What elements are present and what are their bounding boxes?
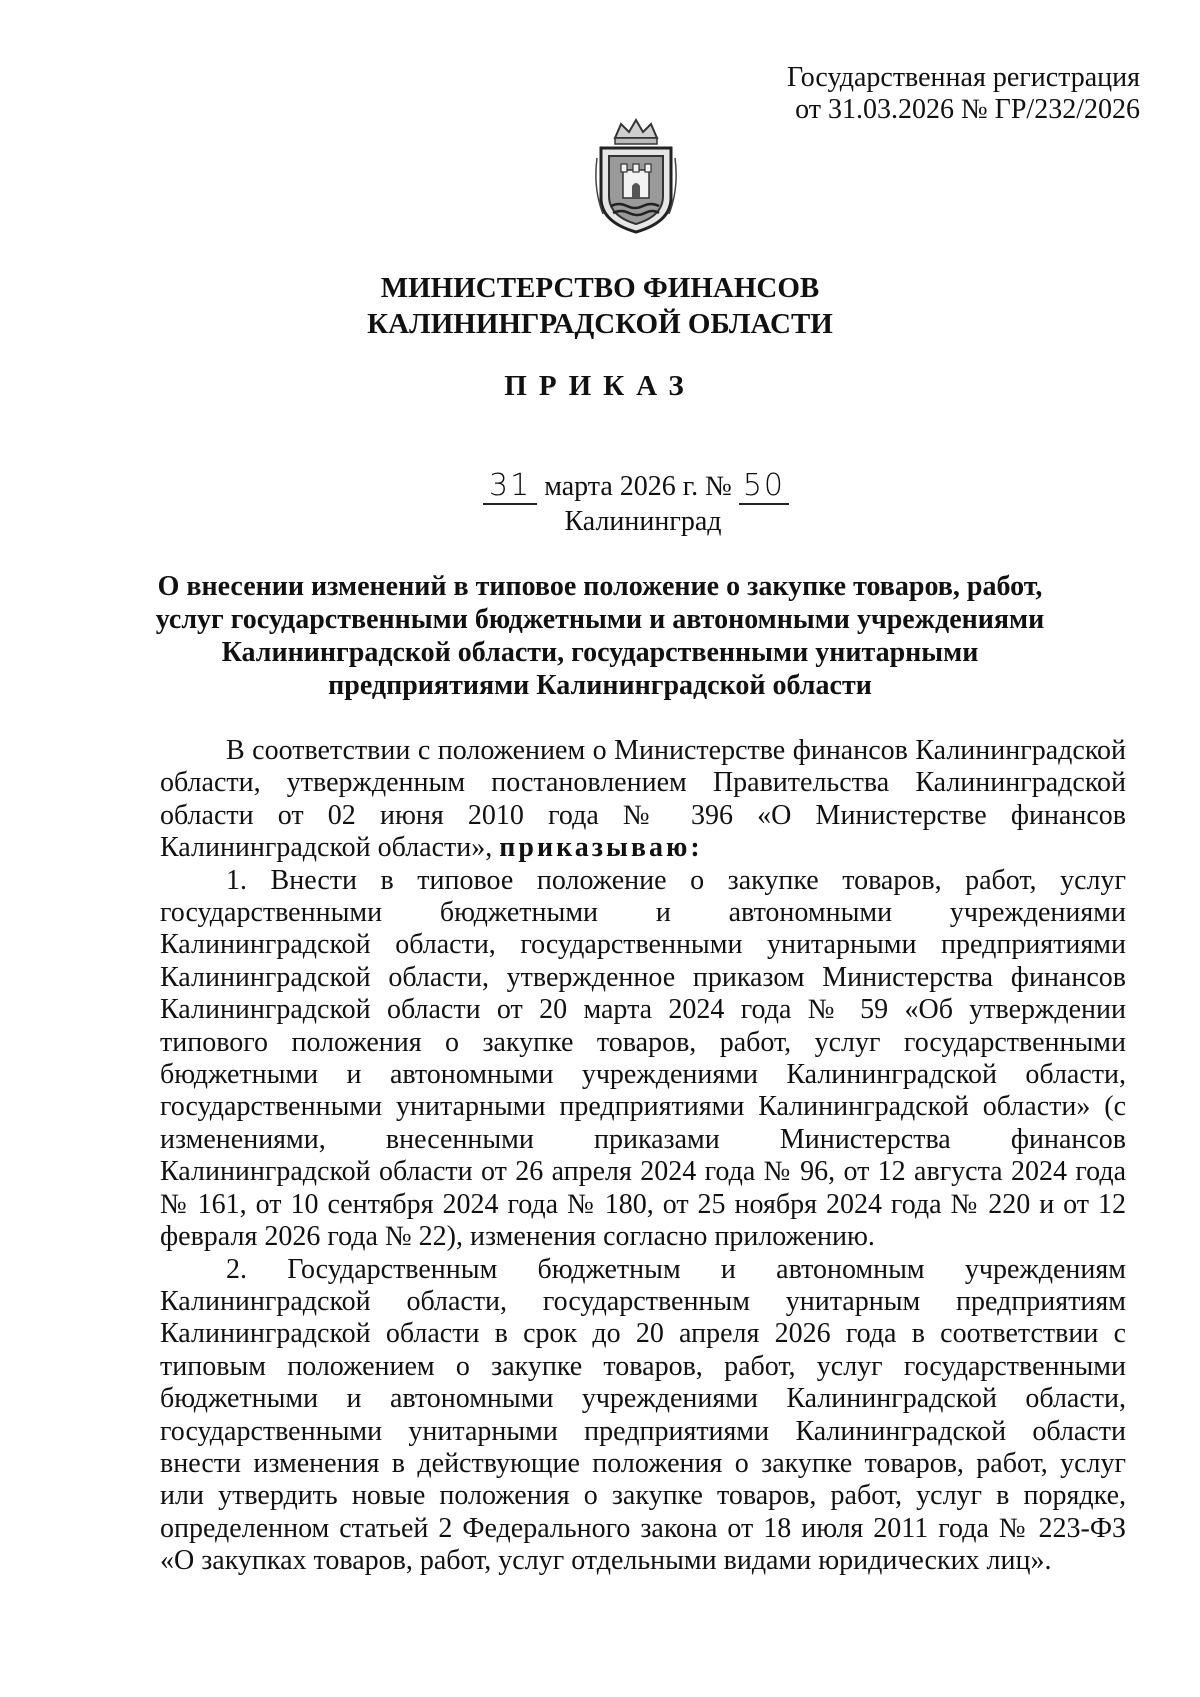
preamble-paragraph [160,735,1126,865]
order-day-handwritten: 31 [483,468,537,505]
ministry-name [0,270,1200,342]
item-1-paragraph: 1. Внести в типовое положение о закупке товаров, работ, услуг государственными бюджетными и автономными учреждениями Калининградской области, государственными унитарными предприятиями Калининградской области, утвержденное приказом Министерства финансов Калининградской области от 20 марта 2024 года № 59 «Об утверждении типового положения о закупке товаров, работ, услуг государственными бюджетными и автономными учреждениями Калининградской области, государственными унитарными предприятиями Калининградской области» (с изменениями, внесенными приказами Министерства финансов Калининградской области от 26 апреля 2024 года № 96, от 12 августа 2024 года № 161, от 10 сентября 2024 года № 180, от 25 ноября 2024 года № 220 и от 12 февраля 2026 года № 22), изменения согласно приложению. [160,864,1126,1253]
coat-of-arms-icon [593,118,679,236]
order-month-year: марта 2026 г. № [544,471,732,502]
order-date-line [483,470,789,503]
preamble-command: приказываю: [499,832,703,864]
ministry-line-1: МИНИСТЕРСТВО ФИНАНСОВ [380,272,820,304]
preamble-text: В соответствии с положением о Министерстве финансов Калининградской области, утвержденным постановлением Правительства Калининградской области от 02 июня 2010 года № 396 «О Министерстве финансов Калининградской области», [160,735,1126,864]
item-2-paragraph: 2. Государственным бюджетным и автономным учреждениям Калининградской области, государственным унитарным предприятиям Калининградской области в срок до 20 апреля 2026 года в соответствии с типовым положением о закупке товаров, работ, услуг государственными бюджетными и автономными учреждениями Калининградской области, государственными унитарными предприятиями Калининградской области внести изменения в действующие положения о закупке товаров, работ, услуг или утвердить новые положения о закупке товаров, работ, услуг в порядке, определенном статьей 2 Федерального закона от 18 июля 2011 года № 223-ФЗ «О закупках товаров, работ, услуг отдельными видами юридических лиц». [160,1253,1126,1577]
order-number-handwritten: 50 [739,468,789,505]
order-subject: О внесении изменений в типовое положение о закупке товаров, работ, услуг государственными бюджетными и автономными учреждениями Калининградской области, государственными унитарными предприятиями Калининградской области [155,571,1045,701]
order-city [0,506,1200,538]
registration-line-2: от 31.03.2026 № ГР/232/2026 [795,94,1140,125]
city-name: Калининград [564,506,722,537]
order-body [160,735,1126,1578]
ministry-line-2: КАЛИНИНГРАДСКОЙ ОБЛАСТИ [367,308,833,340]
registration-line-1: Государственная регистрация [787,62,1140,93]
order-title: ПРИКАЗ [504,370,696,402]
registration-stamp [787,62,1140,126]
